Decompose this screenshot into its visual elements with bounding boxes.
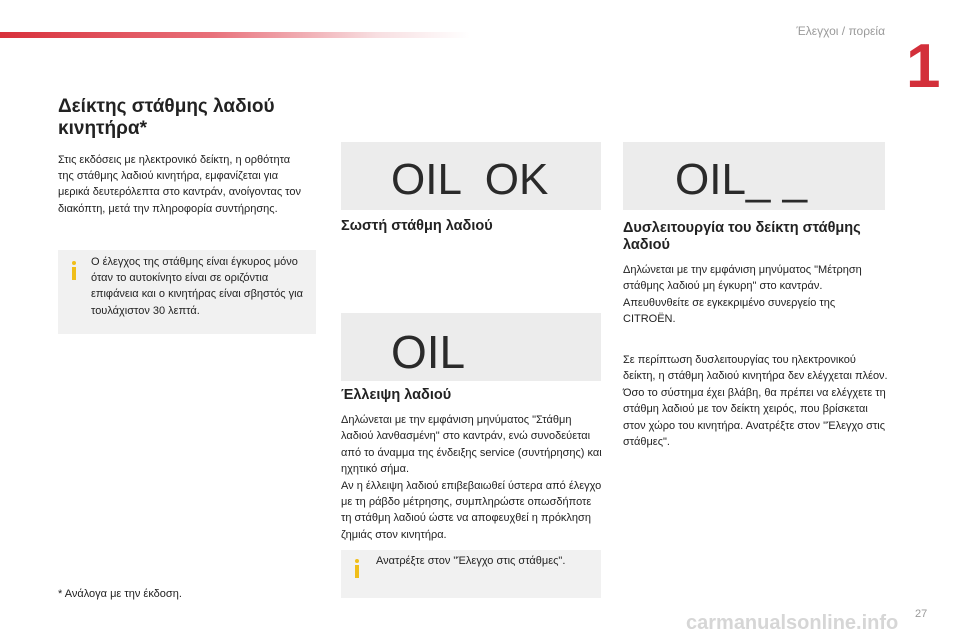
page-number: 27 xyxy=(915,608,928,620)
oil-ok-display xyxy=(341,142,601,210)
oil-low-body: Δηλώνεται με την εμφάνιση μηνύματος "Στάθμη λαδιού λανθασμένη" στο καντράν, ενώ συνοδεύεται από το άναμμα της ένδειξης service (συντήρησης) και ηχητικό σήμα. Αν η έλλειψη λαδιού επιβεβαιωθεί ύστερα από έλεγχο με τη ράβδο μέτρησης, συμπληρώστε οπωσδήποτε τη στάθμη λαδιού ώστε να αποφευχθεί η πρόκληση ζημιάς στον κινητήρα. xyxy=(341,414,602,541)
footnote: * Ανάλογα με την έκδοση. xyxy=(58,588,182,600)
section-title: Έλεγχοι / πορεία xyxy=(796,24,885,38)
oil-low-info-note-box xyxy=(341,550,601,598)
chapter-number: 1 xyxy=(906,32,941,101)
oil-fault-display xyxy=(623,142,885,210)
oil-fault-body-2: Σε περίπτωση δυσλειτουργίας του ηλεκτρονικού δείκτη, η στάθμη λαδιού κινητήρα δεν ελέγχεται πλέον. Όσο το σύστημα έχει βλάβη, θα πρέπει να ελέγχετε τη στάθμη λαδιού με τον δείκτη χειρός, που βρίσκεται στον χώρο του κινητήρα. Ανατρέξτε στον "Έλεγχο στις στάθμες". xyxy=(623,354,888,449)
oil-low-display xyxy=(341,313,601,381)
watermark: carmanualsonline.info xyxy=(686,612,899,634)
header-accent-bar xyxy=(0,32,470,38)
oil-low-title: Έλλειψη λαδιού xyxy=(341,387,452,403)
oil-low-display-text: OIL xyxy=(391,326,466,378)
info-note-box xyxy=(58,250,316,334)
oil-fault-display-text: OIL_ _ xyxy=(675,155,808,204)
info-icon xyxy=(69,261,79,281)
intro-text: Στις εκδόσεις με ηλεκτρονικό δείκτη, η ορθότητα της στάθμης λαδιού κινητήρα, εμφανίζεται για μερικά δευτερόλεπτα στο καντράν, ανοίγοντας τον διακόπτη, μετά την πληροφορία συντήρησης. xyxy=(58,154,301,215)
oil-fault-body-1: Δηλώνεται με την εμφάνιση μηνύματος "Μέτρηση στάθμης λαδιού μη έγκυρη" στο καντράν. Απευθυνθείτε σε εγκεκριμένο συνεργείο της CITROËN. xyxy=(623,264,862,326)
oil-ok-display-text: OIL OK xyxy=(391,155,549,204)
oil-fault-title: Δυσλειτουργία του δείκτη στάθμης λαδιού xyxy=(623,220,861,253)
oil-low-info-note-text: Ανατρέξτε στον "Έλεγχο στις στάθμες". xyxy=(376,555,566,567)
info-icon xyxy=(352,559,362,579)
oil-ok-title: Σωστή στάθμη λαδιού xyxy=(341,218,493,234)
info-note-text: Ο έλεγχος της στάθμης είναι έγκυρος μόνο όταν το αυτοκίνητο είναι σε οριζόντια επιφάνεια και ο κινητήρας είναι σβηστός για τουλάχιστον 30 λεπτά. xyxy=(91,256,303,317)
page-title: Δείκτης στάθμης λαδιού κινητήρα* xyxy=(58,96,275,139)
